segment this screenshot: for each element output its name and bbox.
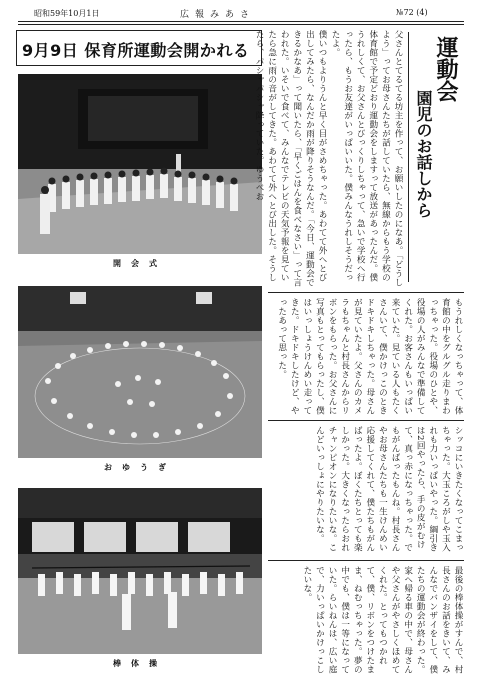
article-column-3: もうれしくなっちゃって、体育館の中をグルグル走りまわっちゃった。役場のひとや、役場の人がみんなで準備してくれた。お客さんもいっぱい来ていた。見ている人もたくさんいて、僕かけっこのときドキドキしちゃった。母さんが見ていたよ。父さんのカメラもちゃんと村長さんからリボンをもらった。お父さんに写真もとってもらったし、僕はいっしょうけんめい走ってきた。ドキドキしたけど、やったあって思った。 [276,298,463,415]
issue-date: 昭和59年10月1日 [34,9,100,18]
article-column-4: シッコにいきたくなってこまっちゃった。大玉ころがしや玉入れも力いっぱいやった。綱引きは2回やったら、手の皮がむけて、真っ赤になっちゃった。でもがんばったもんね。村長さんやお母さんたちも一生けんめい応援してくれて、僕たちもがんばったよ。ぼくたちとっても楽しかった。大きくなったらおれチャンピオンになりたいな。こんどいっしょにやりたいな。 [314,426,463,552]
photo-caption: 開会式 [113,258,167,268]
photo-caption: 棒体操 [113,658,167,668]
header-rule [18,24,464,25]
publication-title: 広報みあさ [180,10,256,20]
article-column-2: 父さんとてるてる坊主を作って、お願いしたのになあ。「どうしよう」ってお母さんたちが話していたら、無線からもう学校の体育館で予定どおり運動会をしますって放送があったんだ。僕うれしくて、お父さんとびっくりしちゃって、急いで学校へ行ったら、もうお友達がいっぱいいた。僕みんなうれしそうだったよ。 [330,30,403,287]
sidebar-divider [408,32,409,282]
photo-stick-exercise-image [18,488,262,654]
article-column-5: 最後の棒体操がすんで、村長さんのお話をきいて、みんなでバンザイをして、僕たちの運動会が終わった。家へ帰る車の中で、母さんや父さんがやさしくほめてくれた。とってもつかれて、僕、リボンをつけたまま、ねむっちゃった。夢の中でも、僕は一等になっていた。らいねんは、広い庭で、力いっぱいかけっこしたいな。 [301,566,463,674]
photo-opening-ceremony [18,74,262,254]
photo-caption: おゆうぎ [104,462,176,472]
photo-dance-image [18,286,262,458]
column-divider [268,292,464,293]
sidebar-subtitle: 園児のお話しから [414,90,433,218]
column-divider [268,560,464,561]
header-rule [18,21,464,22]
sidebar-title: 運動会 [433,36,458,102]
column-divider [268,420,464,421]
photo-stick-exercise [18,488,262,654]
photo-opening-ceremony-image [18,74,262,254]
article-column-1: 僕いつもよりうんと早く目がさめちゃった。あわてて外へとび出してみたら、なんだか雨が降りそうなんだ。「今日、運動会できるかなあ」って聞いたら、「早くごはんを食べなさい」って言われた。いそいで食べて、みんなでテレビの天気予報を見ていたら急に雨の音がしてきた。あわてて外へとび出した。そうしたら、パシャパシャ降っていた。ゆうべお [254,30,327,287]
headline: 9月9日 保育所運動会開かれる [22,41,250,60]
photo-dance [18,286,262,458]
issue-number: №72 (4) [396,8,428,17]
